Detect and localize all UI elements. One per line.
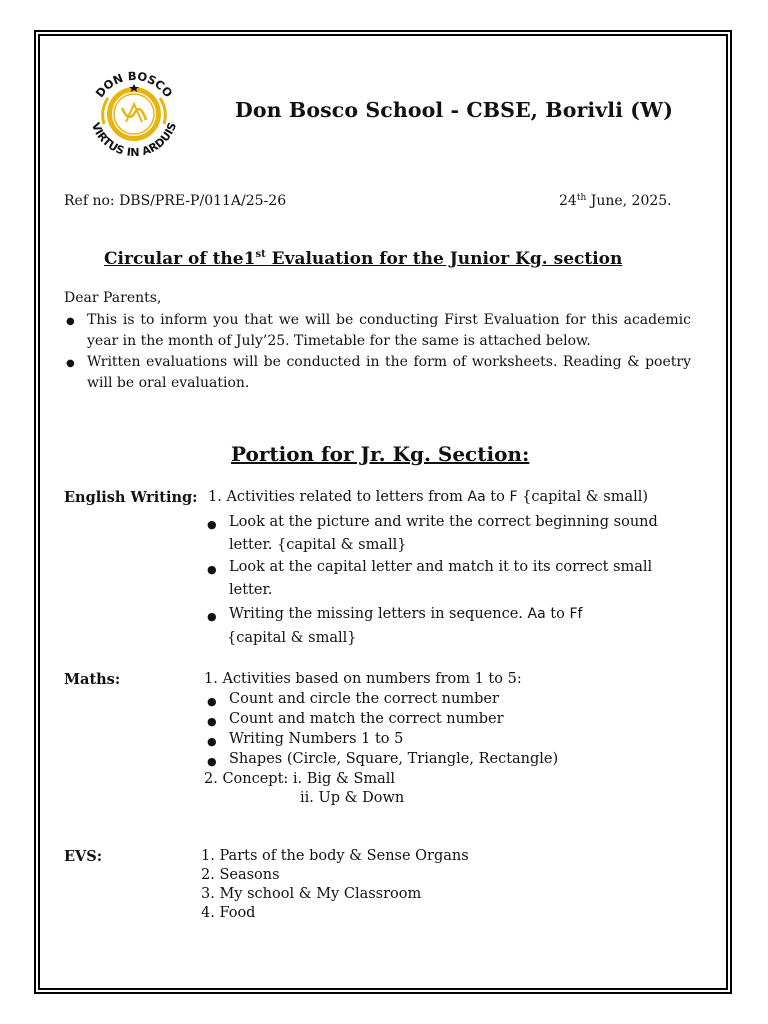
evs-item: 3. My school & My Classroom [201, 886, 422, 902]
date-month-year: June, 2025. [586, 193, 672, 209]
english-intro-post: {capital & small) [517, 489, 649, 505]
letter-aa: Aa [467, 489, 486, 505]
english-item-2-line-2: letter. [229, 582, 273, 598]
english-item-1-line-2: letter. {capital & small} [229, 537, 407, 553]
english-label: English Writing: [64, 489, 198, 506]
letter-f: F [509, 489, 518, 505]
circular-title-part2: Evaluation for the Junior Kg. section [265, 249, 623, 269]
logo-arc-top: DON BOSCO [92, 68, 176, 101]
english-intro-text: 1. Activities related to letters from [208, 489, 468, 505]
circular-date [559, 193, 672, 209]
english-item-3-to: to [545, 606, 570, 622]
bullet-icon: ● [207, 563, 217, 576]
english-item-3-text: Writing the missing letters in sequence. [229, 606, 528, 622]
english-intro-to: to [485, 489, 510, 505]
letter-ff: Ff [569, 606, 583, 622]
evs-item: 4. Food [201, 905, 256, 921]
evs-item: 2. Seasons [201, 867, 280, 883]
letter-aa: Aa [527, 606, 546, 622]
notice-paragraph-2: Written evaluations will be conducted in the form of worksheets. Reading & poetry will be oral evaluation. [87, 354, 691, 391]
school-name: Don Bosco School - CBSE, Borivli (W) [235, 98, 674, 122]
date-day: 24 [559, 193, 577, 209]
bullet-icon: ● [207, 695, 217, 708]
bullet-icon: ● [207, 755, 217, 768]
english-item-3-line-2: {capital & small} [227, 630, 357, 646]
maths-item: Count and circle the correct number [229, 691, 499, 707]
bullet-icon: ● [207, 715, 217, 728]
circular-title [104, 249, 622, 269]
greeting: Dear Parents, [64, 290, 162, 306]
maths-item: Writing Numbers 1 to 5 [229, 731, 404, 747]
school-logo [82, 62, 186, 166]
maths-intro: 1. Activities based on numbers from 1 to 5: [204, 671, 522, 687]
logo-arc-bottom: VIRTUS IN ARDUIS [88, 120, 180, 160]
english-item-1-line-1: Look at the picture and write the correct beginning sound [229, 514, 658, 530]
maths-concept: 2. Concept: i. Big & Small [204, 771, 396, 787]
english-intro [208, 489, 648, 505]
maths-label: Maths: [64, 671, 121, 688]
notice-paragraph-1: This is to inform you that we will be conducting First Evaluation for this academic year in the month of July’25. Timetable for the same is attached below. [87, 312, 691, 349]
bullet-icon: ● [207, 735, 217, 748]
portion-title: Portion for Jr. Kg. Section: [231, 442, 530, 466]
evs-label: EVS: [64, 848, 103, 865]
circular-title-sup: st [255, 249, 266, 260]
circular-title-part1: Circular of the1 [104, 249, 256, 269]
date-suffix: th [576, 193, 587, 203]
english-item-2-line-1: Look at the capital letter and match it to its correct small [229, 559, 653, 575]
page-border-inner [38, 34, 728, 990]
bullet-icon: ● [207, 518, 217, 531]
maths-item: Count and match the correct number [229, 711, 504, 727]
english-item-3-line-1 [229, 606, 582, 622]
bullet-icon: ● [66, 358, 75, 369]
bullet-icon: ● [66, 316, 75, 327]
reference-number: Ref no: DBS/PRE-P/011A/25-26 [64, 193, 287, 209]
maths-item: Shapes (Circle, Square, Triangle, Rectangle) [229, 751, 559, 767]
maths-concept-2: ii. Up & Down [300, 790, 405, 806]
evs-item: 1. Parts of the body & Sense Organs [201, 848, 469, 864]
bullet-icon: ● [207, 610, 217, 623]
